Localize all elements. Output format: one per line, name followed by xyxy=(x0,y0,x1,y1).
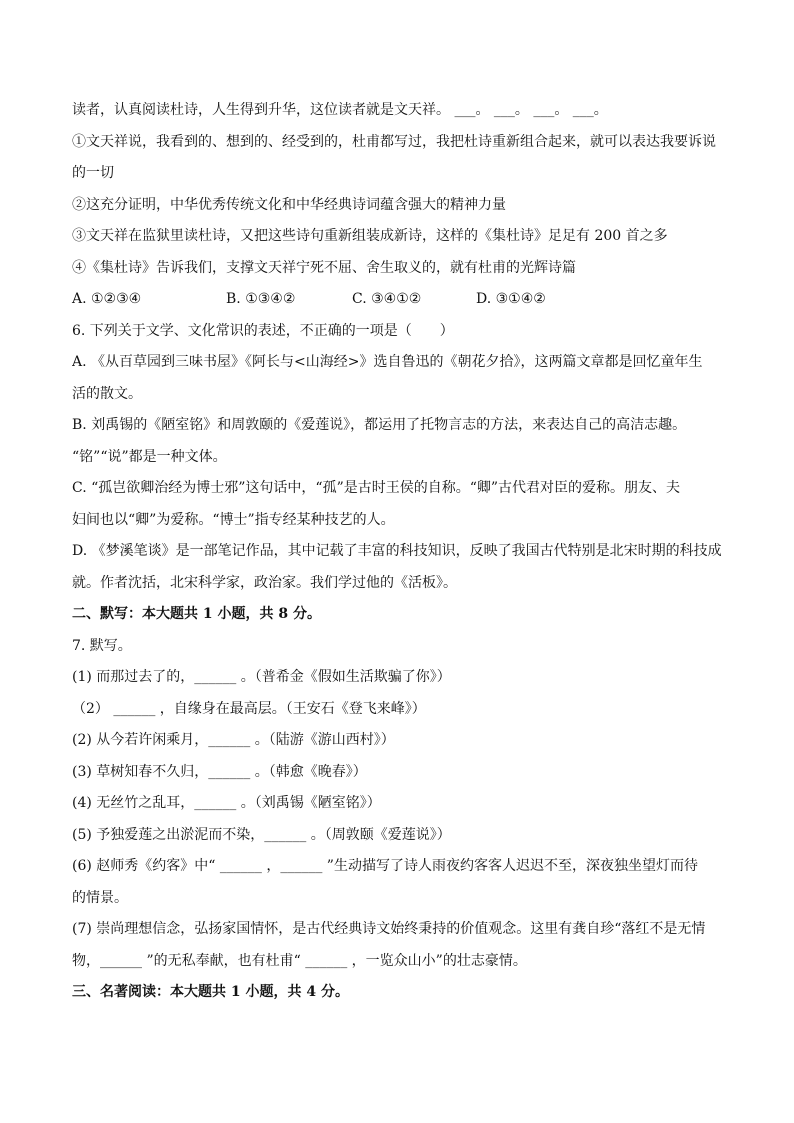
section-2-title: 二、默写：本大题共 1 小题，共 8 分。 xyxy=(72,606,321,622)
q7-item-6: (5) 予独爱莲之出淤泥而不染，______ 。（周敦颐《爱莲说》） xyxy=(72,826,451,843)
q6-option-a-line1: A. 《从百草园到三味书屋》《阿长与<山海经>》选自鲁迅的《朝花夕拾》，这两篇文章都是回忆童年生 xyxy=(72,354,703,370)
q5-stem: 读者，认真阅读杜诗，人生得到升华，这位读者就是文天祥。 ___。 ___。 ___。 ___。 xyxy=(72,102,608,118)
q5-option-b[interactable]: B. ①③④② xyxy=(226,291,296,307)
q7-item-8-line2: 物，______ ”的无私奉献，也有杜甫“ ______ ，一览众山小”的壮志豪情。 xyxy=(72,952,527,969)
q5-options xyxy=(72,289,722,310)
q6-option-c-line1: C. “孤岂欲卿治经为博士邪”这句话中，“孤”是古时王侯的自称。“卿”古代君对臣的爱称。朋友、夫 xyxy=(72,480,681,496)
q7-item-8-line1: (7) 崇尚理想信念，弘扬家国情怀，是古代经典诗文始终秉持的价值观念。这里有龚自珍“落红不是无情 xyxy=(72,921,706,937)
q5-option-a[interactable]: A. ①②③④ xyxy=(72,291,142,307)
q6-option-b-line1: B. 刘禹锡的《陋室铭》和周敦颐的《爱莲说》，都运用了托物言志的方法，来表达自己的高洁志趣。 xyxy=(72,417,687,433)
q6-option-d-line2: 就。作者沈括，北宋科学家，政治家。我们学过他的《活板》。 xyxy=(72,574,457,591)
q5-item3: ③文天祥在监狱里读杜诗，又把这些诗句重新组装成新诗，这样的《集杜诗》足足有 200 首之多 xyxy=(72,228,668,244)
section-3-title: 三、名著阅读：本大题共 1 小题，共 4 分。 xyxy=(72,984,349,1000)
q5-item2: ②这充分证明，中华优秀传统文化和中华经典诗词蕴含强大的精神力量 xyxy=(72,196,506,213)
q5-option-d[interactable]: D. ③①④② xyxy=(476,291,546,307)
q7-stem: 7. 默写。 xyxy=(72,637,132,654)
q5-item1-line2: 的一切 xyxy=(72,165,114,181)
q6-option-d-line1: D. 《梦溪笔谈》是一部笔记作品，其中记载了丰富的科技知识，反映了我国古代特别是北宋时期的科技成 xyxy=(72,543,722,559)
q7-item-7-line1: (6) 赵师秀《约客》中“ ______ ，______ ”生动描写了诗人雨夜约客客人迟迟不至，深夜独坐望灯而待 xyxy=(72,858,698,874)
q7-item-1: (1) 而那过去了的，______ 。（普希金《假如生活欺骗了你》） xyxy=(72,669,451,685)
q5-item1-line1: ①文天祥说，我看到的、想到的、经受到的，杜甫都写过，我把杜诗重新组合起来，就可以表达我要诉说 xyxy=(72,133,716,150)
q7-item-3: (2) 从今若许闲乘月，______ 。（陆游《游山西村》） xyxy=(72,732,395,748)
q7-item-5: (4) 无丝竹之乱耳，______ 。（刘禹锡《陋室铭》） xyxy=(72,795,381,811)
q6-option-c-line2: 妇间也以“卿”为爱称。“博士”指专经某种技艺的人。 xyxy=(72,511,395,528)
q7-item-7-line2: 的情景。 xyxy=(72,889,128,906)
q5-option-c[interactable]: C. ③④①② xyxy=(352,291,422,307)
q6-stem: 6. 下列关于文学、文化常识的表述，不正确的一项是（ ） xyxy=(72,322,454,339)
q6-option-b-line2: “铭”“说”都是一种文体。 xyxy=(72,448,227,465)
q7-item-2: （2） ______ ，自缘身在最高层。（王安石《登飞来峰》） xyxy=(72,700,426,717)
q6-option-a-line2: 活的散文。 xyxy=(72,385,142,402)
exam-page xyxy=(72,100,722,1014)
q7-item-4: (3) 草树知春不久归，______ 。（韩愈《晚春》） xyxy=(72,763,367,780)
q5-item4: ④《集杜诗》告诉我们，支撑文天祥宁死不屈、舍生取义的，就有杜甫的光辉诗篇 xyxy=(72,259,576,276)
